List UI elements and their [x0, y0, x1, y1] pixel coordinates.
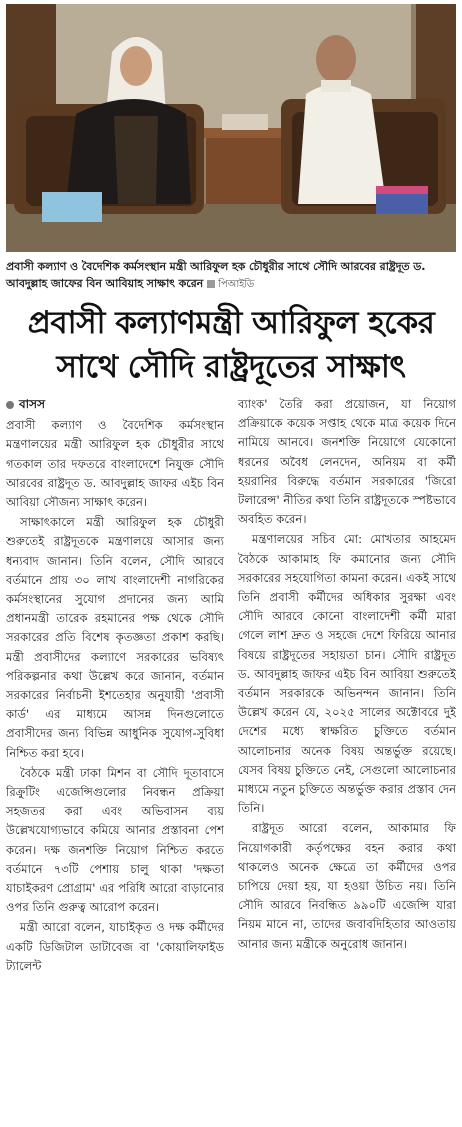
- bullet-icon: [6, 401, 14, 409]
- headline: [6, 301, 456, 389]
- headline-line-2: সাথে সৌদি রাষ্ট্রদূতের সাক্ষাৎ: [56, 349, 406, 385]
- news-photo: [6, 4, 456, 252]
- photo-caption: [6, 258, 456, 293]
- headline-line-1: প্রবাসী কল্যাণমন্ত্রী আরিফুল হকের: [27, 305, 435, 341]
- paragraph: মন্ত্রণালয়ের সচিব মো: মোখতার আহমেদ বৈঠকে আকামাহ ফি কমানোর জন্য সৌদি সরকারের সহযোগিতা কামনা করেন। একই সাথে তিনি প্রবাসী কর্মীদের অধিকার সুরক্ষা এবং সৌদি আরবে কোনো বাংলাদেশী কর্মী মারা গেলে লাশ দ্রুত ও সহজে দেশে ফিরিয়ে আনার বিষয়ে রাষ্ট্রদূতের সহায়তা চান। সৌদি রাষ্ট্রদূত ড. আবদুল্লাহ জাফর এইচ বিন আবিয়া শুরুতেই বর্তমান সরকারকে অভিনন্দন জানান। তিনি উল্লেখ করেন যে, ২০২৫ সালের অক্টোবরে দুই দেশের মধ্যে স্বাক্ষরিত চুক্তিতে বর্তমান আলোচনার অনেক বিষয় অন্তর্ভুক্ত রয়েছে। যেসব বিষয় চুক্তিতে নেই, সেগুলো আলোচনার মাধ্যমে নতুন চুক্তিতে অন্তর্ভুক্ত করার প্রস্তাব দেন তিনি।: [238, 532, 456, 816]
- article-column-right: [238, 395, 456, 1111]
- paragraph: বৈঠকে মন্ত্রী ঢাকা মিশন বা সৌদি দূতাবাসে রিক্রুটিং এজেন্সিগুলোর নিবন্ধন প্রক্রিয়া সহজতর করা এবং অভিবাসন ব্যয় উল্লেখযোগ্যভাবে কমিয়ে আনার প্রস্তাবনা পেশ করেন। দক্ষ জনশক্তি নিয়োগ নিশ্চিত করতে বর্তমানে ৭৩টি পেশায় চালু থাকা 'দক্ষতা যাচাইকরণ প্রোগ্রাম' এর পরিধি আরো বাড়ানোর ওপর তিনি গুরুত্ব আরোপ করেন।: [6, 765, 224, 915]
- meeting-photo-illustration: [6, 4, 456, 252]
- paragraph: প্রবাসী কল্যাণ ও বৈদেশিক কর্মসংস্থান মন্ত্রণালয়ের মন্ত্রী আরিফুল হক চৌধুরীর সাথে গতকাল তার দফতরে বাংলাদেশে নিযুক্ত সৌদি আরবের রাষ্ট্রদূত ড. আবদুল্লাহ জাফর এইচ বিন আবিয়া সৌজন্য সাক্ষাৎ করেন।: [6, 418, 224, 510]
- paragraph: মন্ত্রী আরো বলেন, যাচাইকৃত ও দক্ষ কর্মীদের একটি ডিজিটাল ডাটাবেজ বা 'কোয়ালিফাইড ট্যালেন্ট: [6, 920, 224, 973]
- byline-source: বাসস: [19, 397, 46, 411]
- paragraph: ব্যাংক' তৈরি করা প্রয়োজন, যা নিয়োগ প্রক্রিয়াকে কয়েক সপ্তাহ থেকে মাত্র কয়েক দিনে নামিয়ে আনবে। জনশক্তি নিয়োগে যেকোনো ধরনের অবৈধ লেনদেন, অনিয়ম বা কর্মী হয়রানির বিরুদ্ধে বর্তমান সরকারের 'জিরো টলারেন্স' নীতির কথা তিনি রাষ্ট্রদূতকে স্পষ্টভাবে অবহিত করেন।: [238, 397, 456, 527]
- caption-text: প্রবাসী কল্যাণ ও বৈদেশিক কর্মসংস্থান মন্ত্রী আরিফুল হক চৌধুরীর সাথে সৌদি আরবের রাষ্ট্রদূত ড. আবদুল্লাহ জাফের বিন আবিয়াহ সাক্ষাৎ করেন: [6, 260, 426, 290]
- credit-square-icon: [207, 280, 215, 288]
- byline: [6, 395, 224, 414]
- paragraph: রাষ্ট্রদূত আরো বলেন, আকামার ফি নিয়োগকারী কর্তৃপক্ষের বহন করার কথা থাকলেও অনেক ক্ষেত্রে তা কর্মীদের ওপর চাপিয়ে দেয়া হয়, যা হওয়া উচিত নয়। তিনি সৌদি আরবে নিবন্ধিত ৯৯০টি এজেন্সি যারা নিয়ম মানে না, তাদের জবাবদিহিতার আওতায় আনার জন্য মন্ত্রীকে অনুরোধ জানান।: [238, 821, 456, 951]
- article-column-left: [6, 395, 224, 1111]
- photo-credit: পিআইডি: [218, 279, 255, 290]
- paragraph: সাক্ষাৎকালে মন্ত্রী আরিফুল হক চৌধুরী শুরুতেই রাষ্ট্রদূতকে মন্ত্রণালয়ে আসার জন্য ধন্যবাদ জানান। তিনি বলেন, সৌদি আরবে বর্তমানে প্রায় ৩০ লাখ বাংলাদেশী নাগরিকের কর্মসংস্থানের সুযোগ প্রদানের জন্য আমি প্রধানমন্ত্রী তারেক রহমানের পক্ষ থেকে সৌদি সরকারের প্রতি বিশেষ কৃতজ্ঞতা প্রকাশ করছি। মন্ত্রী প্রবাসীদের কল্যাণে সরকারের ভবিষ্যৎ পরিকল্পনার কথা উল্লেখ করে জানান, বর্তমান সরকারের নির্বাচনী ইশতেহার অনুযায়ী 'প্রবাসী কার্ড' এর মাধ্যমে আসন্ন দিনগুলোতে প্রবাসীদের জন্য বিভিন্ন আধুনিক সুযোগ-সুবিধা নিশ্চিত করা হবে।: [6, 515, 224, 760]
- article-body: [6, 395, 456, 1111]
